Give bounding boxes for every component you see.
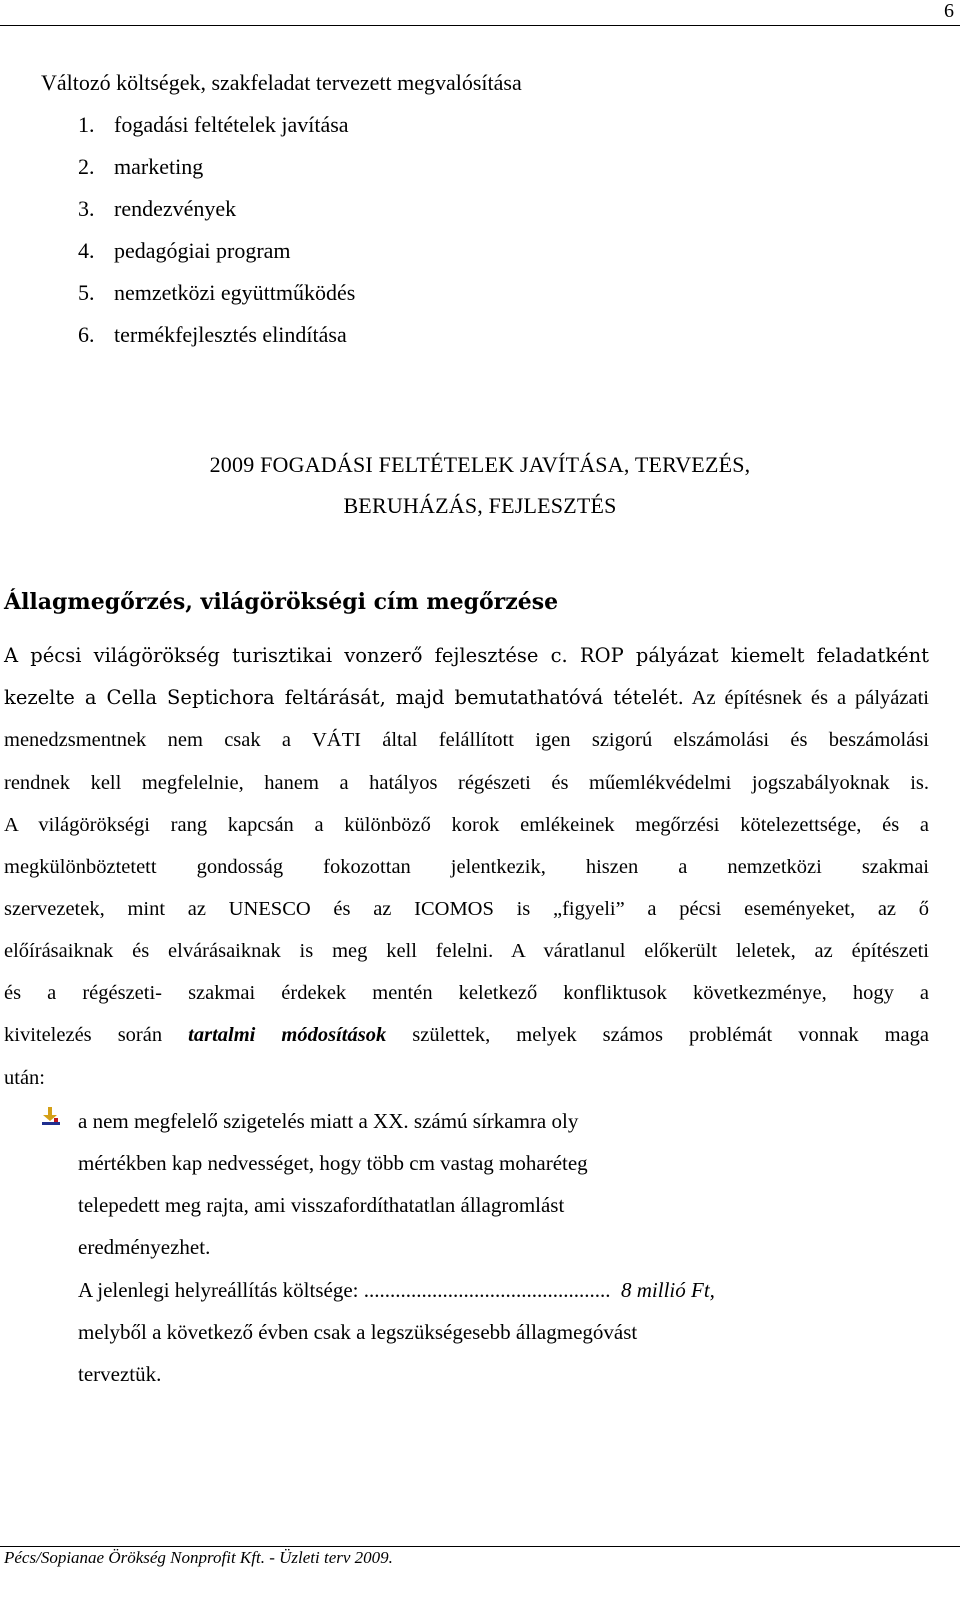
paragraph-line: menedzsmentnek nem csak a VÁTI által felállított igen szigorú elszámolási és beszámolási (4, 729, 929, 751)
section-title-line-1: 2009 FOGADÁSI FELTÉTELEK JAVÍTÁSA, TERVEZÉS, (209, 452, 751, 477)
paragraph-line: után: (4, 1067, 45, 1089)
paragraph-line: kezelte a Cella Septichora feltárását, majd bemutathatóvá tételét. Az építésnek és a pályázati (4, 686, 929, 709)
cost-item-list (78, 111, 355, 363)
cost-line: A jelenlegi helyreállítás költsége: ............................................... 8 millió Ft, (78, 1278, 715, 1302)
bullet-line: a nem megfelelő szigetelés miatt a XX. számú sírkamra oly (78, 1109, 579, 1133)
list-item: 6. termékfejlesztés elindítása (78, 322, 347, 347)
footer-rule (0, 1546, 960, 1547)
intro-heading: Változó költségek, szakfeladat tervezett megvalósítása (41, 70, 522, 95)
emphasis: tartalmi módosítások (188, 1024, 387, 1046)
paragraph-line: rendnek kell megfelelnie, hanem a hatályos régészeti és műemlékvédelmi jogszabályoknak is. (4, 772, 929, 794)
list-item: 2. marketing (78, 154, 204, 179)
section-title-line-2: BERUHÁZÁS, FEJLESZTÉS (343, 493, 617, 518)
list-item: 4. pedagógiai program (78, 238, 291, 263)
bullet-line: telepedett meg rajta, ami visszafordíthatatlan állagromlást (78, 1193, 565, 1217)
arrow-bullet-icon (40, 1106, 62, 1128)
footer-text: Pécs/Sopianae Örökség Nonprofit Kft. - Üzleti terv 2009. (4, 1548, 393, 1567)
paragraph-line: és a régészeti- szakmai érdekek mentén keletkező konfliktusok következménye, hogy a (4, 982, 929, 1004)
paragraph-line: megkülönböztetett gondosság fokozottan jelentkezik, hiszen a nemzetközi szakmai (4, 856, 929, 878)
dot-leader: ............................................... (363, 1278, 611, 1302)
paragraph-line: A világörökségi rang kapcsán a különböző korok emlékeinek megőrzési kötelezettsége, és a (4, 814, 929, 836)
paragraph-line: A pécsi világörökség turisztikai vonzerő fejlesztése c. ROP pályázat kiemelt feladatként (4, 644, 929, 667)
paragraph-line: szervezetek, mint az UNESCO és az ICOMOS is „figyeli” a pécsi eseményeket, az ő (4, 898, 929, 920)
list-item: 1. fogadási feltételek javítása (78, 112, 349, 137)
subheading: Állagmegőrzés, világörökségi cím megőrzése (4, 589, 559, 615)
bullet-line: melyből a következő évben csak a legszükségesebb állagmegóvást (78, 1320, 638, 1344)
bullet-line: mértékben kap nedvességet, hogy több cm vastag moharéteg (78, 1151, 588, 1175)
list-item: 3. rendezvények (78, 196, 237, 221)
paragraph-line: kivitelezés során tartalmi módosítások születtek, melyek számos problémát vonnak maga (4, 1024, 930, 1046)
paragraph-line: előírásaiknak és elvárásaiknak is meg kell felelni. A váratlanul előkerült leletek, az építészeti (4, 940, 929, 962)
page-number: 6 (944, 0, 954, 22)
bullet-line: terveztük. (78, 1362, 162, 1386)
list-item: 5. nemzetközi együttműködés (78, 280, 356, 305)
cost-value: 8 millió Ft, (621, 1278, 715, 1302)
header-rule (0, 25, 960, 26)
bullet-line: eredményezhet. (78, 1235, 211, 1259)
